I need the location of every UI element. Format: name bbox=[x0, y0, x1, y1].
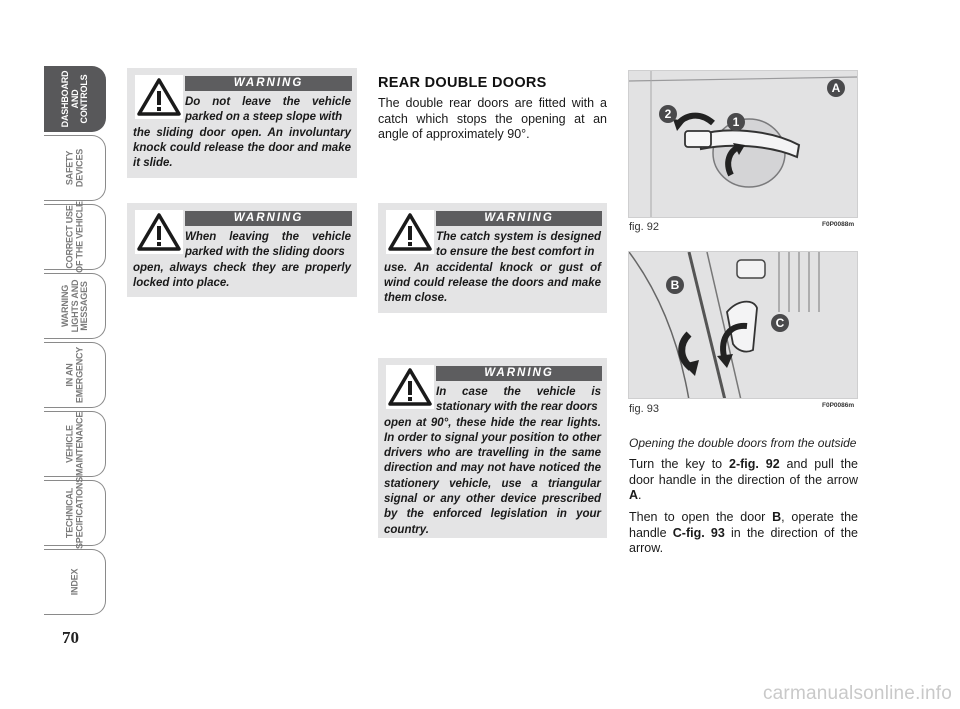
figure-label-b: B bbox=[666, 276, 684, 294]
figure-label-1: 1 bbox=[727, 113, 745, 131]
figure-93 bbox=[628, 251, 858, 399]
text-run: and pull the door handle in the direction of the arrow bbox=[629, 457, 858, 487]
warning-box bbox=[127, 203, 357, 297]
tab-label: SAFETY DEVICES bbox=[64, 148, 84, 188]
warning-text bbox=[384, 385, 601, 538]
warning-title: WARNING bbox=[436, 211, 602, 226]
warning-box bbox=[378, 203, 607, 313]
text-run: in the direction of the arrow. bbox=[629, 525, 858, 555]
figure-caption: fig. 93 bbox=[629, 403, 659, 415]
figure-code: F0P0088m bbox=[822, 221, 855, 228]
warning-text bbox=[384, 230, 601, 306]
tab-warning-lights[interactable] bbox=[44, 273, 106, 339]
text-run: . bbox=[638, 488, 642, 502]
figure-label-c: C bbox=[771, 314, 789, 332]
warning-lead: When leaving the vehicle parked with the sliding doors bbox=[185, 231, 351, 259]
tab-technical-specifications[interactable] bbox=[44, 476, 106, 550]
warning-rest: use. An accidental knock or gust of wind could release the doors and make them close. bbox=[384, 261, 601, 305]
subheading: Opening the double doors from the outside bbox=[629, 436, 857, 450]
text-run: , operate the handle bbox=[629, 510, 858, 540]
warning-lead: In case the vehicle is stationary with the rear doors bbox=[436, 386, 601, 414]
chapter-tabs bbox=[44, 66, 106, 618]
warning-title: WARNING bbox=[436, 366, 602, 381]
figure-caption: fig. 92 bbox=[629, 221, 659, 233]
figure-label-a: A bbox=[827, 79, 845, 97]
figure-reference: 2-fig. 92 bbox=[729, 457, 780, 471]
tab-label: TECHNICAL SPECIFICATIONS bbox=[64, 476, 84, 550]
tab-correct-use[interactable] bbox=[44, 201, 106, 273]
warning-rest: open at 90°, these hide the rear lights. In order to signal your position to other drivers who are travelling in the same direction and may not have noticed the stationery vehicle, use a triangular signal or any other device prescribed by the enforced legislation in your country. bbox=[384, 416, 601, 536]
warning-lead: Do not leave the vehicle parked on a steep slope with bbox=[185, 96, 351, 124]
page-number: 70 bbox=[62, 628, 79, 647]
warning-rest: open, always check they are properly locked into place. bbox=[133, 261, 351, 289]
door-catch-illustration bbox=[629, 252, 858, 399]
tab-vehicle-maintenance[interactable] bbox=[44, 411, 106, 477]
warning-title: WARNING bbox=[185, 211, 352, 226]
figure-92 bbox=[628, 70, 858, 218]
paragraph-turn-key bbox=[629, 457, 858, 504]
tab-label: DASHBOARD AND CONTROLS bbox=[59, 70, 89, 128]
tab-in-an-emergency[interactable] bbox=[44, 342, 106, 408]
text-run: Then to open the door bbox=[629, 510, 773, 524]
text-run: Turn the key to bbox=[629, 457, 730, 471]
warning-lead: The catch system is designed to ensure the best comfort in bbox=[436, 231, 601, 259]
warning-title: WARNING bbox=[185, 76, 352, 91]
tab-label: VEHICLE MAINTENANCE bbox=[64, 411, 84, 477]
figure-reference: C-fig. 93 bbox=[672, 525, 725, 540]
warning-rest: the sliding door open. An involuntary knock could release the door and make it slide. bbox=[133, 126, 351, 170]
tab-dashboard-and-controls[interactable] bbox=[44, 66, 106, 132]
tab-index[interactable] bbox=[44, 549, 106, 615]
figure-code: F0P0086m bbox=[822, 402, 855, 409]
door-handle-illustration bbox=[629, 71, 858, 218]
watermark: carmanualsonline.info bbox=[762, 683, 952, 704]
tab-safety-devices[interactable] bbox=[44, 135, 106, 201]
warning-text bbox=[133, 230, 351, 291]
warning-text bbox=[133, 95, 351, 171]
tab-label: CORRECT USE OF THE VEHICLE bbox=[64, 201, 84, 273]
tab-label: IN AN EMERGENCY bbox=[64, 346, 84, 404]
warning-box bbox=[378, 358, 607, 538]
section-title: REAR DOUBLE DOORS bbox=[378, 75, 547, 91]
warning-box bbox=[127, 68, 357, 178]
figure-label-2: 2 bbox=[659, 105, 677, 123]
paragraph-open-door bbox=[629, 510, 858, 557]
tab-label: INDEX bbox=[68, 568, 79, 596]
arrow-reference: A bbox=[629, 488, 639, 502]
door-reference: B bbox=[772, 510, 782, 524]
tab-label: WARNING LIGHTS AND MESSAGES bbox=[59, 279, 89, 333]
section-intro: The double rear doors are fitted with a catch which stops the opening at an angle of approximately 90°. bbox=[378, 96, 607, 141]
